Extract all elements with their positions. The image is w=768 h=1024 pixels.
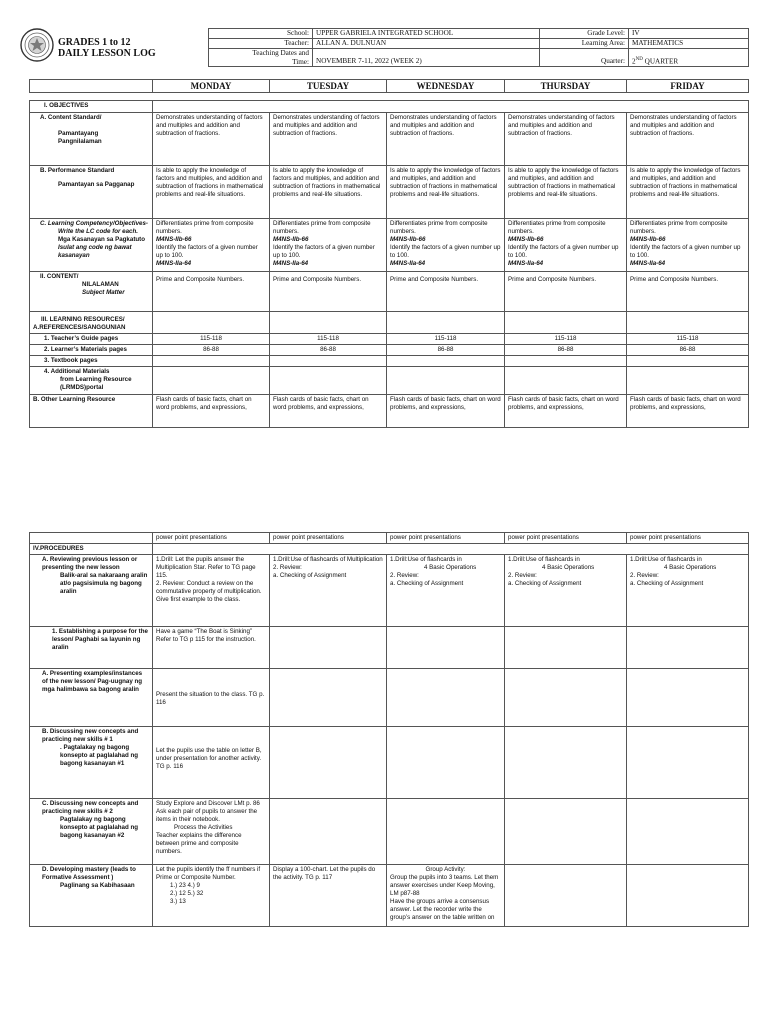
quarter-value [629, 49, 749, 67]
performance-standard-tue: Is able to apply the knowledge of factors and multiples, and addition and subtraction of fractions in mathematical problems and real-life situations. [270, 166, 387, 219]
lm-tue: 86-88 [270, 345, 387, 356]
discussing-2-mon [153, 799, 270, 865]
textbook-thu [505, 356, 627, 367]
presenting-tue [270, 669, 387, 727]
lesson-table-page-1 [29, 100, 749, 428]
competency-fri-a: Differentiates prime from composite numbers. [630, 220, 728, 235]
competency-thu-code-b: M4NS-IIa-64 [508, 260, 544, 267]
procedures-blank [153, 544, 749, 555]
tg-thu: 115-118 [505, 334, 627, 345]
resources-wed [387, 312, 505, 334]
school-value: UPPER GABRIELA INTEGRATED SCHOOL [313, 29, 540, 39]
competency-thu-b: Identify the factors of a given number up to 100. [508, 244, 619, 259]
lesson-table-page-2 [29, 532, 749, 927]
content-standard-fil-2: Pangnilalaman [58, 138, 102, 145]
lm-mon: 86-88 [153, 345, 270, 356]
discussing-1-fri [627, 727, 749, 799]
mastery-label [30, 865, 153, 927]
competency-tue-code-a: M4NS-IIb-66 [273, 236, 309, 243]
textbook-wed [387, 356, 505, 367]
day-blank [30, 80, 153, 93]
area-label: Learning Area: [540, 39, 629, 49]
tg-tue: 115-118 [270, 334, 387, 345]
am-title-3: (LRMDS)portal [60, 384, 104, 391]
quarter-num: 2 [632, 57, 636, 65]
dates-value: NOVEMBER 7-11, 2022 (WEEK 2) [313, 49, 540, 67]
content-thu: Prime and Composite Numbers. [505, 272, 627, 312]
am-thu [505, 367, 627, 395]
mastery-fil: Paglinang sa Kabihasaan [60, 882, 135, 889]
competency-title-2: Write the LC code for each. [58, 228, 138, 235]
day-tuesday: TUESDAY [270, 80, 387, 93]
content-tue: Prime and Composite Numbers. [270, 272, 387, 312]
competency-tue-a: Differentiates prime from composite numbers. [273, 220, 371, 235]
grade-label: Grade Level: [540, 29, 629, 39]
reviewing-wed-1: 1.Drill:Use of flashcards in [390, 556, 462, 563]
day-monday: MONDAY [153, 80, 270, 93]
performance-standard-fil: Pamantayan sa Pagganap [58, 181, 135, 188]
discussing-2-title: C. Discussing new concepts and practicing new skills # 2 [42, 800, 139, 815]
procedures-heading: IV.PROCEDURES [30, 544, 153, 555]
title-line-1: GRADES 1 to 12 [58, 37, 131, 48]
other-thu: Flash cards of basic facts, chart on word problems, and expressions, [505, 395, 627, 428]
competency-fri-b: Identify the factors of a given number up to 100. [630, 244, 741, 259]
tg-label: 1. Teacher’s Guide pages [30, 334, 153, 345]
day-wednesday: WEDNESDAY [387, 80, 505, 93]
competency-wed-code-b: M4NS-IIa-64 [390, 260, 426, 267]
competency-fri [627, 219, 749, 272]
presenting-wed [387, 669, 505, 727]
objectives-blank [153, 101, 749, 113]
mastery-mon-1: Let the pupils identify the ff numbers if Prime or Composite Number. [156, 866, 261, 881]
content-standard-fil-1: Pamantayang [58, 130, 99, 137]
am-wed [387, 367, 505, 395]
presenting-thu [505, 669, 627, 727]
performance-standard-wed: Is able to apply the knowledge of factors and multiples, and addition and subtraction of fractions in mathematical problems and real-life situations. [387, 166, 505, 219]
purpose-thu [505, 627, 627, 669]
reviewing-tue-1: 1.Drill:Use of flashcards of Multiplication [273, 556, 383, 563]
am-fri [627, 367, 749, 395]
presenting-fri [627, 669, 749, 727]
day-thursday: THURSDAY [505, 80, 627, 93]
mastery-mon-l3: 3.) 13 [170, 898, 186, 905]
discussing-1-title: B. Discussing new concepts and practicing new skills # 1 [42, 728, 139, 743]
content-standard-label [30, 113, 153, 166]
purpose-tue [270, 627, 387, 669]
mastery-mon-l2: 2.) 12 5.) 32 [170, 890, 204, 897]
mastery-fri [627, 865, 749, 927]
performance-standard-label [30, 166, 153, 219]
lm-label: 2. Learner’s Materials pages [30, 345, 153, 356]
discussing-2-fil: Pagtalakay ng bagong konsepto at paglalahad ng bagong kasanayan #2 [60, 816, 139, 839]
competency-tue [270, 219, 387, 272]
reviewing-mon-1: 1.Drill: Let the pupils answer the Multiplication Star. Refer to TG page 115. [156, 556, 256, 579]
objectives-heading: I. OBJECTIVES [30, 101, 153, 113]
header-info-table [208, 28, 749, 67]
reviewing-fri-4: a. Checking of Assignment [630, 580, 704, 587]
ppt-thu: power point presentations [505, 533, 627, 544]
competency-wed [387, 219, 505, 272]
content-standard-mon: Demonstrates understanding of factors and multiples and addition and subtraction of fractions. [153, 113, 270, 166]
content-standard-title: A. Content Standard/ [40, 114, 102, 121]
tg-fri: 115-118 [627, 334, 749, 345]
textbook-mon [153, 356, 270, 367]
competency-thu-code-a: M4NS-IIb-66 [508, 236, 544, 243]
discussing-1-fil: . Pagtalakay ng bagong konsepto at paglalahad ng bagong kasanayan #1 [60, 744, 139, 767]
mastery-wed-3: Have the groups arrive a consensus answer. Let the recorder write the group’s answer on the table written on [390, 898, 495, 921]
other-wed: Flash cards of basic facts, chart on word problems, and expressions, [387, 395, 505, 428]
discussing-1-wed [387, 727, 505, 799]
presenting-mon: Present the situation to the class. TG p. 116 [153, 669, 270, 727]
additional-materials-label [30, 367, 153, 395]
resources-tue [270, 312, 387, 334]
competency-thu-a: Differentiates prime from composite numbers. [508, 220, 606, 235]
dates-label [209, 49, 313, 67]
reviewing-thu [505, 555, 627, 627]
textbook-label: 3. Textbook pages [30, 356, 153, 367]
discussing-1-thu [505, 727, 627, 799]
tg-mon: 115-118 [153, 334, 270, 345]
reviewing-fri-2: 4 Basic Operations [664, 564, 717, 571]
reviewing-fri [627, 555, 749, 627]
reviewing-thu-3: 2. Review: [508, 572, 537, 579]
reviewing-tue-2: 2. Review: [273, 564, 302, 571]
day-friday: FRIDAY [627, 80, 749, 93]
performance-standard-thu: Is able to apply the knowledge of factors and multiples, and addition and subtraction of fractions in mathematical problems and real-life situations. [505, 166, 627, 219]
resources-thu [505, 312, 627, 334]
content-mon: Prime and Composite Numbers. [153, 272, 270, 312]
content-title-3: Subject Matter [82, 289, 125, 296]
resources-label [30, 312, 153, 334]
purpose-label: 1. Establishing a purpose for the lesson/ Paghabi sa layunin ng aralin [30, 627, 153, 669]
quarter-label: Quarter: [540, 49, 629, 67]
page-title [58, 37, 156, 59]
ppt-mon: power point presentations [153, 533, 270, 544]
discussing-2-mon-2: Ask each pair of pupils to answer the items in their notebook. [156, 808, 258, 823]
discussing-1-tue [270, 727, 387, 799]
content-standard-tue: Demonstrates understanding of factors and multiples and addition and subtraction of fractions. [270, 113, 387, 166]
am-title-2: from Learning Resource [60, 376, 132, 383]
mastery-wed-1: Group Activity: [425, 866, 466, 873]
ppt-fri: power point presentations [627, 533, 749, 544]
mastery-mon-l1: 1.) 23 4.) 9 [170, 882, 200, 889]
mastery-mon [153, 865, 270, 927]
competency-fri-code-b: M4NS-IIa-64 [630, 260, 666, 267]
reviewing-wed-4: a. Checking of Assignment [390, 580, 464, 587]
purpose-mon-1: Have a game “The Boat is Sinking” [156, 628, 252, 635]
competency-wed-a: Differentiates prime from composite numbers. [390, 220, 488, 235]
reviewing-label [30, 555, 153, 627]
mastery-thu [505, 865, 627, 927]
reviewing-wed [387, 555, 505, 627]
competency-label [30, 219, 153, 272]
teacher-value: ALLAN A. DULNUAN [313, 39, 540, 49]
performance-standard-mon: Is able to apply the knowledge of factors and multiples, and addition and subtraction of fractions in mathematical problems and real-life situations. [153, 166, 270, 219]
content-label [30, 272, 153, 312]
discussing-2-fri [627, 799, 749, 865]
competency-title-3: Mga Kasanayan sa Pagkatuto [58, 236, 145, 243]
competency-wed-b: Identify the factors of a given number up to 100. [390, 244, 501, 259]
deped-seal [20, 28, 54, 62]
school-label: School: [209, 29, 313, 39]
dates-label-1: Teaching Dates and [252, 49, 309, 57]
competency-thu [505, 219, 627, 272]
purpose-mon-2: Refer to TG p 115 for the instruction. [156, 636, 256, 643]
content-wed: Prime and Composite Numbers. [387, 272, 505, 312]
discussing-2-mon-1: Study Explore and Discover LMt p. 86 [156, 800, 260, 807]
reviewing-fri-1: 1.Drill:Use of flashcards in [630, 556, 702, 563]
mastery-tue: Display a 100-chart. Let the pupils do the activity. TG p. 117 [270, 865, 387, 927]
reviewing-tue-3: a. Checking of Assignment [273, 572, 347, 579]
grade-value: IV [629, 29, 749, 39]
am-mon [153, 367, 270, 395]
quarter-word: QUARTER [642, 57, 679, 65]
reviewing-wed-2: 4 Basic Operations [424, 564, 477, 571]
lm-fri: 86-88 [627, 345, 749, 356]
content-fri: Prime and Composite Numbers. [627, 272, 749, 312]
am-tue [270, 367, 387, 395]
title-line-2: DAILY LESSON LOG [58, 48, 156, 59]
performance-standard-fri: Is able to apply the knowledge of factors and multiples, and addition and subtraction of fractions in mathematical problems and real-life situations. [627, 166, 749, 219]
reviewing-thu-2: 4 Basic Operations [542, 564, 595, 571]
am-title-1: 4. Additional Materials [44, 368, 110, 375]
tg-wed: 115-118 [387, 334, 505, 345]
resources-mon [153, 312, 270, 334]
discussing-1-label [30, 727, 153, 799]
competency-wed-code-a: M4NS-IIb-66 [390, 236, 426, 243]
lm-wed: 86-88 [387, 345, 505, 356]
quarter-sup: ND [635, 56, 643, 62]
competency-tue-b: Identify the factors of a given number up to 100. [273, 244, 375, 259]
reviewing-fil: Balik-aral sa nakaraang aralin at/o pagsisimula ng bagong aralin [60, 572, 148, 595]
competency-tue-code-b: M4NS-IIa-64 [273, 260, 309, 267]
reviewing-thu-4: a. Checking of Assignment [508, 580, 582, 587]
purpose-mon [153, 627, 270, 669]
dates-label-2: Time: [292, 57, 309, 66]
ppt-wed: power point presentations [387, 533, 505, 544]
competency-title-1: C. Learning Competency/Objectives- [40, 220, 148, 227]
other-mon: Flash cards of basic facts, chart on word problems, and expressions, [153, 395, 270, 428]
purpose-fri [627, 627, 749, 669]
reviewing-mon-2: 2. Review: Conduct a review on the commutative property of multiplication. Give first example to the class. [156, 580, 262, 603]
discussing-2-label [30, 799, 153, 865]
textbook-fri [627, 356, 749, 367]
mastery-wed-2: Group the pupils into 3 teams. Let them answer exercises under Keep Moving, LM p87-88 [390, 874, 499, 897]
purpose-wed [387, 627, 505, 669]
competency-mon-code-b: M4NS-IIa-64 [156, 260, 192, 267]
content-title-1: II. CONTENT/ [40, 273, 79, 280]
content-standard-thu: Demonstrates understanding of factors and multiples and addition and subtraction of fractions. [505, 113, 627, 166]
reviewing-mon [153, 555, 270, 627]
presenting-label: A. Presenting examples/instances of the new lesson/ Pag-uugnay ng mga halimbawa sa bagong aralin [30, 669, 153, 727]
competency-title-4: Isulat ang code ng bawat kasanayan [58, 244, 132, 259]
discussing-1-mon: Let the pupils use the table on letter B, under presentation for another activity. TG p. 116 [153, 727, 270, 799]
resources-fri [627, 312, 749, 334]
other-resource-label: B. Other Learning Resource [30, 395, 153, 428]
content-title-2: NILALAMAN [82, 281, 119, 288]
reviewing-wed-3: 2. Review: [390, 572, 419, 579]
day-header-row [29, 79, 749, 93]
competency-mon [153, 219, 270, 272]
competency-mon-b: Identify the factors of a given number up to 100. [156, 244, 258, 259]
reviewing-title: A. Reviewing previous lesson or presenting the new lesson [42, 556, 138, 571]
textbook-tue [270, 356, 387, 367]
lm-thu: 86-88 [505, 345, 627, 356]
discussing-2-wed [387, 799, 505, 865]
performance-standard-title: B. Performance Standard [40, 167, 115, 174]
other-fri: Flash cards of basic facts, chart on word problems, and expressions, [627, 395, 749, 428]
content-standard-fri: Demonstrates understanding of factors and multiples and addition and subtraction of fractions. [627, 113, 749, 166]
discussing-2-mon-4: Teacher explains the difference between prime and composite numbers. [156, 832, 242, 855]
reviewing-tue [270, 555, 387, 627]
mastery-wed [387, 865, 505, 927]
discussing-2-mon-3: Process the Activities [174, 824, 233, 831]
area-value: MATHEMATICS [629, 39, 749, 49]
reviewing-thu-1: 1.Drill:Use of flashcards in [508, 556, 580, 563]
content-standard-wed: Demonstrates understanding of factors and multiples and addition and subtraction of fractions. [387, 113, 505, 166]
discussing-2-thu [505, 799, 627, 865]
other-tue: Flash cards of basic facts, chart on word problems, and expressions, [270, 395, 387, 428]
competency-fri-code-a: M4NS-IIb-66 [630, 236, 666, 243]
reviewing-fri-3: 2. Review: [630, 572, 659, 579]
resources-title-2: A.REFERENCES/SANGGUNIAN [33, 324, 126, 331]
ppt-blank [30, 533, 153, 544]
ppt-tue: power point presentations [270, 533, 387, 544]
competency-mon-code-a: M4NS-IIb-66 [156, 236, 192, 243]
teacher-label: Teacher: [209, 39, 313, 49]
resources-title-1: III. LEARNING RESOURCES/ [41, 316, 125, 323]
competency-mon-a: Differentiates prime from composite numbers. [156, 220, 254, 235]
mastery-title: D. Developing mastery (leads to Formative Assessment ) [42, 866, 136, 881]
discussing-2-tue [270, 799, 387, 865]
